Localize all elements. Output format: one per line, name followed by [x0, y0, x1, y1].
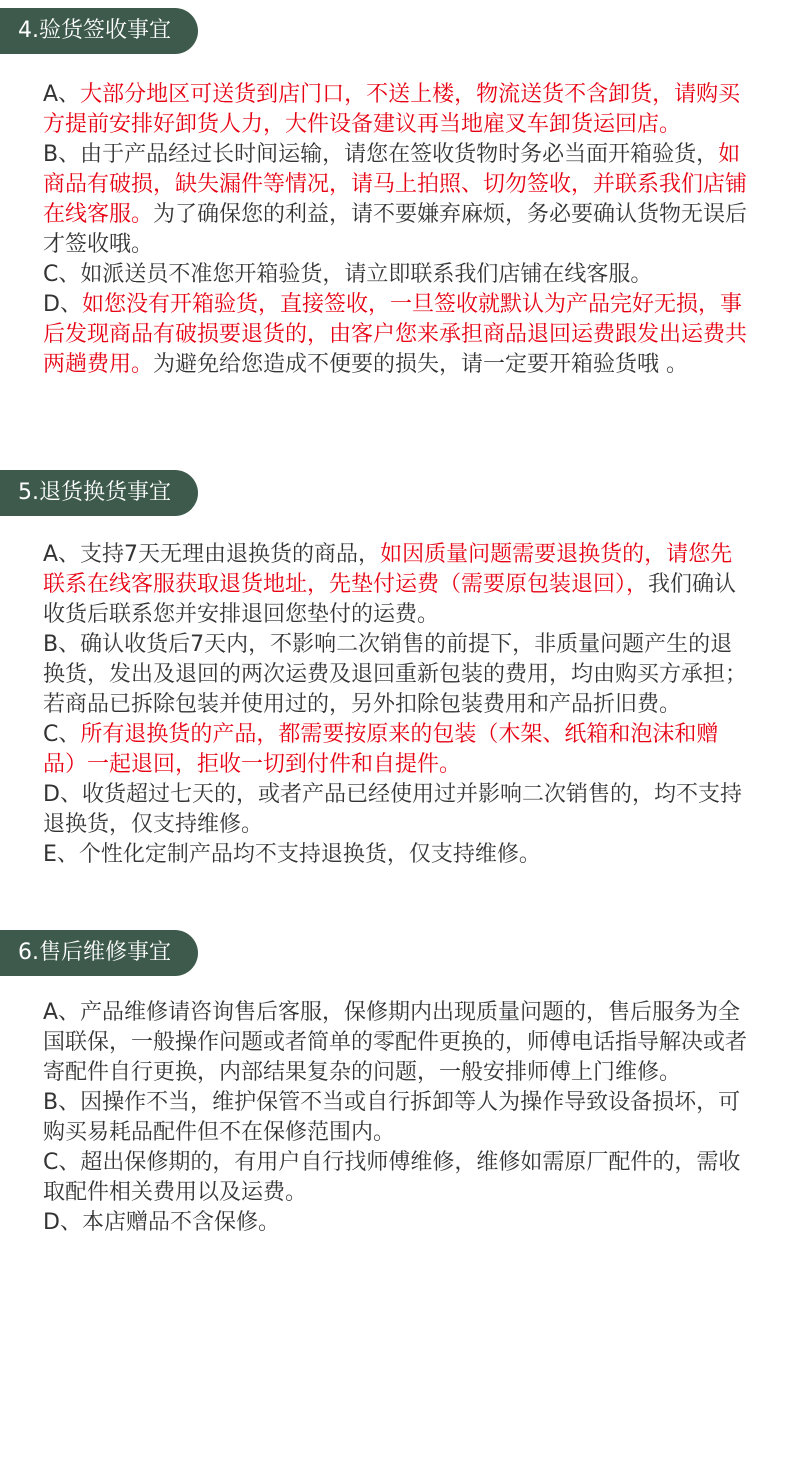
highlight-text: 如因质量问题需要退换货的，请您先联系在线客服获取退货地址，先垫付运费（需要原包装退回），	[43, 542, 733, 597]
text-run: A、支持7天无理由退换货的商品，	[43, 542, 381, 567]
text-run: B、因操作不当，维护保管不当或自行拆卸等人为操作导致设备损坏，可购买易耗品配件但不在保修范围内。	[43, 1090, 741, 1145]
section-body	[43, 80, 748, 380]
paragraph	[43, 540, 748, 630]
highlight-text: 如商品有破损，缺失漏件等情况，请马上拍照、切勿签收，并联系我们店铺在线客服。	[43, 142, 748, 227]
text-run: A、	[43, 82, 81, 107]
paragraph	[43, 630, 748, 720]
paragraph	[43, 1088, 748, 1148]
section-body	[43, 540, 748, 870]
paragraph	[43, 998, 748, 1088]
paragraph	[43, 1148, 748, 1208]
text-run: D、收货超过七天的，或者产品已经使用过并影响二次销售的，均不支持退换货，仅支持维修。	[43, 782, 742, 837]
text-run: D、	[43, 292, 82, 317]
paragraph	[43, 1208, 748, 1238]
highlight-text: 所有退换货的产品，都需要按原来的包装（木架、纸箱和泡沫和赠品）一起退回，拒收一切到付件和自提件。	[43, 722, 719, 777]
text-run: C、	[43, 722, 81, 747]
text-run: C、如派送员不准您开箱验货，请立即联系我们店铺在线客服。	[43, 262, 653, 287]
section-title: 5.退货换货事宜	[0, 470, 198, 516]
paragraph	[43, 290, 748, 380]
section-title: 4.验货签收事宜	[0, 8, 198, 54]
paragraph	[43, 140, 748, 260]
paragraph	[43, 840, 748, 870]
paragraph	[43, 260, 748, 290]
text-run: 我们确认收货后联系您并安排退回您垫付的运费。	[43, 572, 737, 627]
paragraph	[43, 80, 748, 140]
section-title: 6.售后维修事宜	[0, 930, 198, 976]
highlight-text: 大部分地区可送货到店门口，不送上楼，物流送货不含卸货，请购买方提前安排好卸货人力，大件设备建议再当地雇叉车卸货运回店。	[43, 82, 741, 137]
text-run: D、本店赠品不含保修。	[43, 1210, 280, 1235]
text-run: E、个性化定制产品均不支持退换货，仅支持维修。	[43, 842, 541, 867]
text-run: 为避免给您造成不便要的损失，请一定要开箱验货哦 。	[153, 352, 689, 377]
highlight-text: 如您没有开箱验货，直接签收，一旦签收就默认为产品完好无损，事后发现商品有破损要退货的，由客户您来承担商品退回运费跟发出运费共两趟费用。	[43, 292, 748, 377]
text-run: A、产品维修请咨询售后客服，保修期内出现质量问题的，售后服务为全国联保，一般操作问题或者简单的零配件更换的，师傅电话指导解决或者寄配件自行更换，内部结果复杂的问题，一般安排师傅上门维修。	[43, 1000, 748, 1085]
text-run: B、确认收货后7天内，不影响二次销售的前提下，非质量问题产生的退换货，发出及退回的两次运费及退回重新包装的费用，均由购买方承担；若商品已拆除包装并使用过的，另外扣除包装费用和产品折旧费。	[43, 632, 748, 717]
text-run: 为了确保您的利益，请不要嫌弃麻烦，务必要确认货物无误后才签收哦。	[43, 202, 748, 257]
text-run: C、超出保修期的，有用户自行找师傅维修，维修如需原厂配件的，需收取配件相关费用以及运费。	[43, 1150, 741, 1205]
text-run: B、由于产品经过长时间运输，请您在签收货物时务必当面开箱验货，	[43, 142, 719, 167]
section-body	[43, 998, 748, 1238]
paragraph	[43, 780, 748, 840]
paragraph	[43, 720, 748, 780]
